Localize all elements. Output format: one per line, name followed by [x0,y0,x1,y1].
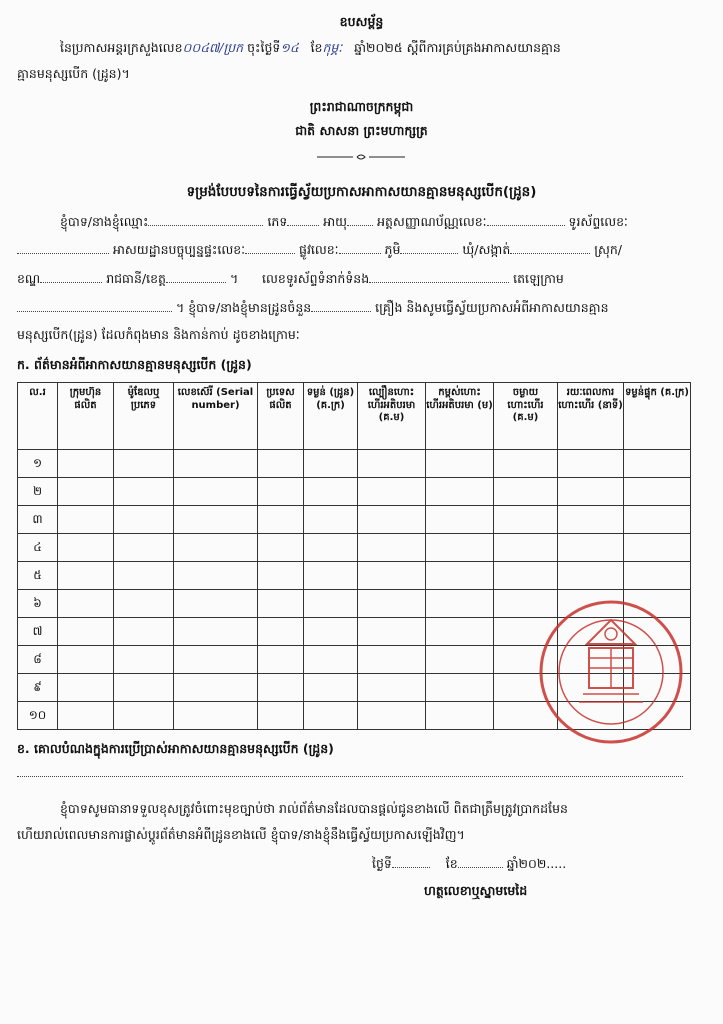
table-cell[interactable] [624,534,691,562]
line3-end: ។ [229,271,239,286]
table-cell[interactable] [494,562,558,590]
reference-line-2: គ្មានមនុស្សបើក (ដ្រូន)។ [17,66,130,81]
table-cell[interactable] [258,478,304,506]
col-country: ប្រទេស ផលិត [258,383,304,450]
row-number: ៧ [18,618,58,646]
table-cell[interactable] [258,646,304,674]
ref-number: ០០៤៧/ប្រក [182,40,244,55]
row-number: ១០ [18,702,58,730]
table-cell[interactable] [174,674,258,702]
table-cell[interactable] [358,702,426,730]
col-payload: ទម្ងន់ផ្ទុក (គ.ក្រ) [624,383,691,450]
row-number: ៤ [18,534,58,562]
table-cell[interactable] [304,618,358,646]
table-cell[interactable] [58,646,114,674]
table-cell[interactable] [426,618,494,646]
kingdom-motto: ជាតិ សាសនា ព្រះមហាក្សត្រ [295,123,428,138]
date-day-label: ថ្ងៃទី [372,856,392,871]
table-cell[interactable] [174,478,258,506]
table-cell[interactable] [114,646,174,674]
table-cell[interactable] [358,590,426,618]
table-cell[interactable] [174,534,258,562]
table-cell[interactable] [174,702,258,730]
phone-field[interactable] [17,241,109,254]
table-cell[interactable] [58,534,114,562]
table-cell[interactable] [426,646,494,674]
ref-day: ១៤ [280,40,299,55]
row-number: ១ [18,450,58,478]
table-cell[interactable] [58,618,114,646]
phone-label: ទូរស័ព្ទលេខៈ [568,214,628,229]
row-number: ៣ [18,506,58,534]
table-cell[interactable] [304,506,358,534]
ref-year-suffix: ឆ្នាំ២០២៥ ស្តីពីការគ្រប់គ្រងអាកាសយានគ្មាន [354,40,561,55]
table-cell[interactable] [174,646,258,674]
date-day-field[interactable] [392,855,430,868]
street-field[interactable] [339,241,381,254]
table-cell[interactable] [358,450,426,478]
table-cell[interactable] [58,478,114,506]
date-line [372,855,566,875]
table-cell[interactable] [358,562,426,590]
table-cell[interactable] [114,702,174,730]
table-header-row [18,383,691,450]
table-cell[interactable] [358,506,426,534]
table-cell[interactable] [624,450,691,478]
col-max-speed: ល្បឿនហោះ ហើរអតិបរមា (គ.ម) [358,383,426,450]
id-card-label: អត្តសញ្ញាណប័ណ្ណលេខៈ [377,214,487,229]
name-label: ខ្ញុំបាទ/នាងខ្ញុំឈ្មោះ [60,214,149,229]
drone-count-field[interactable] [311,299,371,312]
table-cell[interactable] [358,478,426,506]
table-cell[interactable] [174,506,258,534]
table-cell[interactable] [58,702,114,730]
table-cell[interactable] [114,506,174,534]
table-cell[interactable] [258,674,304,702]
table-cell[interactable] [358,534,426,562]
col-flight-time: រយៈពេលការ ហោះហើរ (នាទី) [558,383,624,450]
section-a-title: ក. ព័ត៌មានអំពីអាកាសយានគ្មានមនុស្សបើក (ដ្រូន) [17,357,252,372]
date-year: ឆ្នាំ២០២..... [506,856,567,871]
table-cell[interactable] [304,478,358,506]
house-field[interactable] [245,241,295,254]
table-cell[interactable] [258,450,304,478]
table-cell[interactable] [258,506,304,534]
table-row [18,562,691,590]
ref-prefix: នៃប្រកាសអន្តរក្រសួងលេខ [60,40,183,55]
table-cell[interactable] [58,562,114,590]
commune-field[interactable] [510,241,590,254]
table-cell[interactable] [304,534,358,562]
commune-label: ឃុំ/សង្កាត់ [462,242,511,257]
table-cell[interactable] [304,450,358,478]
col-max-altitude: កម្ពស់ហោះ ហើរអតិបរមា (ម) [426,383,494,450]
table-cell[interactable] [426,534,494,562]
table-cell[interactable] [426,478,494,506]
table-cell[interactable] [258,618,304,646]
table-cell[interactable] [494,534,558,562]
row-number: ២ [18,478,58,506]
name-field[interactable] [148,213,263,226]
purpose-field[interactable] [17,776,683,777]
declaration-line-1: ខ្ញុំបាទសូមធានាទទួលខុសត្រូវចំពោះមុខច្បាប់ថា រាល់ព័ត៌មានដែលបានផ្តល់ជូនខាងលើ ពិតជាត្រឹមត្រូវប្រាកដមែន [60,801,568,816]
table-cell[interactable] [258,702,304,730]
table-cell[interactable] [426,590,494,618]
declaration-line-2: ហើយរាល់ពេលមានការផ្លាស់ប្តូរព័ត៌មានអំពីដ្រូនខាងលើ ខ្ញុំបាទ/នាងខ្ញុំនឹងធ្វើស្វ័យប្រកាសឡើងវិញ។ [17,827,465,842]
id-card-field[interactable] [487,213,565,226]
table-cell[interactable] [426,450,494,478]
table-cell[interactable] [494,450,558,478]
form-title: ទម្រង់បែបបទនៃការធ្វើស្វ័យប្រកាសអាកាសយានគ្មានមនុស្សបើក(ដ្រូន) [186,184,537,200]
table-cell[interactable] [304,590,358,618]
table-cell[interactable] [494,478,558,506]
table-cell[interactable] [426,506,494,534]
telegram-field[interactable] [17,299,172,312]
table-cell[interactable] [358,618,426,646]
contact-phone-field[interactable] [369,270,509,283]
district-field[interactable] [40,270,102,283]
table-row [18,450,691,478]
table-cell[interactable] [304,646,358,674]
col-no: ល.រ [18,383,58,450]
table-cell[interactable] [174,590,258,618]
table-cell[interactable] [174,618,258,646]
ref-day-label: ចុះថ្ងៃទី [247,40,281,55]
table-cell[interactable] [304,702,358,730]
ref-month: កុម្ភៈ [322,40,343,55]
table-cell[interactable] [494,506,558,534]
col-model: ម៉ូឌែលឬ ប្រភេទ [114,383,174,450]
table-cell[interactable] [58,590,114,618]
table-cell[interactable] [114,450,174,478]
table-cell[interactable] [114,534,174,562]
table-cell[interactable] [114,590,174,618]
form-line-1 [60,213,628,233]
contact-phone-label: លេខទូរស័ព្ទទំនាក់ទំនង [262,271,370,286]
signature-label: ហត្ថលេខាឬស្នាមមេដៃ [424,883,528,898]
table-cell[interactable] [558,534,624,562]
table-cell[interactable] [358,646,426,674]
street-label: ផ្លូវលេខៈ [299,242,339,257]
reference-line [60,40,561,59]
drone-count-label: ។ ខ្ញុំបាទ/នាងខ្ញុំមានដ្រូនចំនួន [175,300,312,315]
table-cell[interactable] [304,674,358,702]
telegram-label: តេឡេក្រាម [513,271,564,286]
sex-field[interactable] [287,213,319,226]
table-cell[interactable] [624,478,691,506]
col-manufacturer: ក្រុមហ៊ុន ផលិត [58,383,114,450]
table-cell[interactable] [558,562,624,590]
village-label: ភូមិ [384,242,401,257]
row-number: ៥ [18,562,58,590]
age-field[interactable] [347,213,373,226]
table-cell[interactable] [624,506,691,534]
date-month-label: ខែ [445,856,458,871]
table-cell[interactable] [426,562,494,590]
table-cell[interactable] [174,562,258,590]
age-label: អាយុ [323,214,348,229]
table-row [18,506,691,534]
table-cell[interactable] [258,562,304,590]
table-cell[interactable] [174,450,258,478]
table-cell[interactable] [58,506,114,534]
table-row [18,534,691,562]
kingdom-title: ព្រះរាជាណាចក្រកម្ពុជា [309,99,414,114]
ref-month-label: ខែ [310,40,323,55]
province-field[interactable] [166,270,226,283]
table-cell[interactable] [58,450,114,478]
row-number: ៩ [18,674,58,702]
table-cell[interactable] [114,478,174,506]
form-line-4 [17,299,609,319]
table-cell[interactable] [426,674,494,702]
form-line-3 [17,270,564,290]
table-cell[interactable] [114,618,174,646]
row-number: ៨ [18,646,58,674]
table-cell[interactable] [558,450,624,478]
date-month-field[interactable] [458,855,503,868]
house-label: អាសយដ្ឋានបច្ចុប្បន្នផ្ទះលេខៈ [112,242,246,257]
table-cell[interactable] [114,674,174,702]
declare-text: គ្រឿង និងសូមធ្វើស្វ័យប្រកាសអំពីអាកាសយានគ្មាន [375,300,609,315]
district-label: ស្រុក/ [594,242,623,257]
col-range: ចម្ងាយ ហោះហើរ (គ.ម) [494,383,558,450]
section-b-title: ខ. គោលបំណងក្នុងការប្រើប្រាស់អាកាសយានគ្មានមនុស្សបើក (ដ្រូន) [17,741,334,756]
table-row [18,478,691,506]
table-cell[interactable] [558,478,624,506]
form-line-2 [17,241,622,261]
row-number: ៦ [18,590,58,618]
village-field[interactable] [400,241,458,254]
form-line-5: មនុស្សបើក(ដ្រូន) ដែលកំពុងមាន និងកាន់កាប់ ដូចខាងក្រោមៈ [17,327,300,342]
table-cell[interactable] [258,590,304,618]
table-cell[interactable] [358,674,426,702]
col-weight: ទម្ងន់ (ដ្រូន) (គ.ក្រ) [304,383,358,450]
col-serial: លេខស៊េរី (Serial number) [174,383,258,450]
table-cell[interactable] [58,674,114,702]
table-cell[interactable] [426,702,494,730]
sex-label: ភេទ [267,214,288,229]
table-cell[interactable] [258,534,304,562]
table-cell[interactable] [114,562,174,590]
annex-title: ឧបសម្ព័ន្ធ [339,14,384,29]
table-cell[interactable] [558,506,624,534]
motto-ornament [315,146,407,154]
table-cell[interactable] [624,562,691,590]
province-label: រាជធានី/ខេត្ត [106,271,166,286]
khan-label: ខណ្ឌ [17,271,41,286]
table-cell[interactable] [304,562,358,590]
official-stamp [537,598,685,746]
